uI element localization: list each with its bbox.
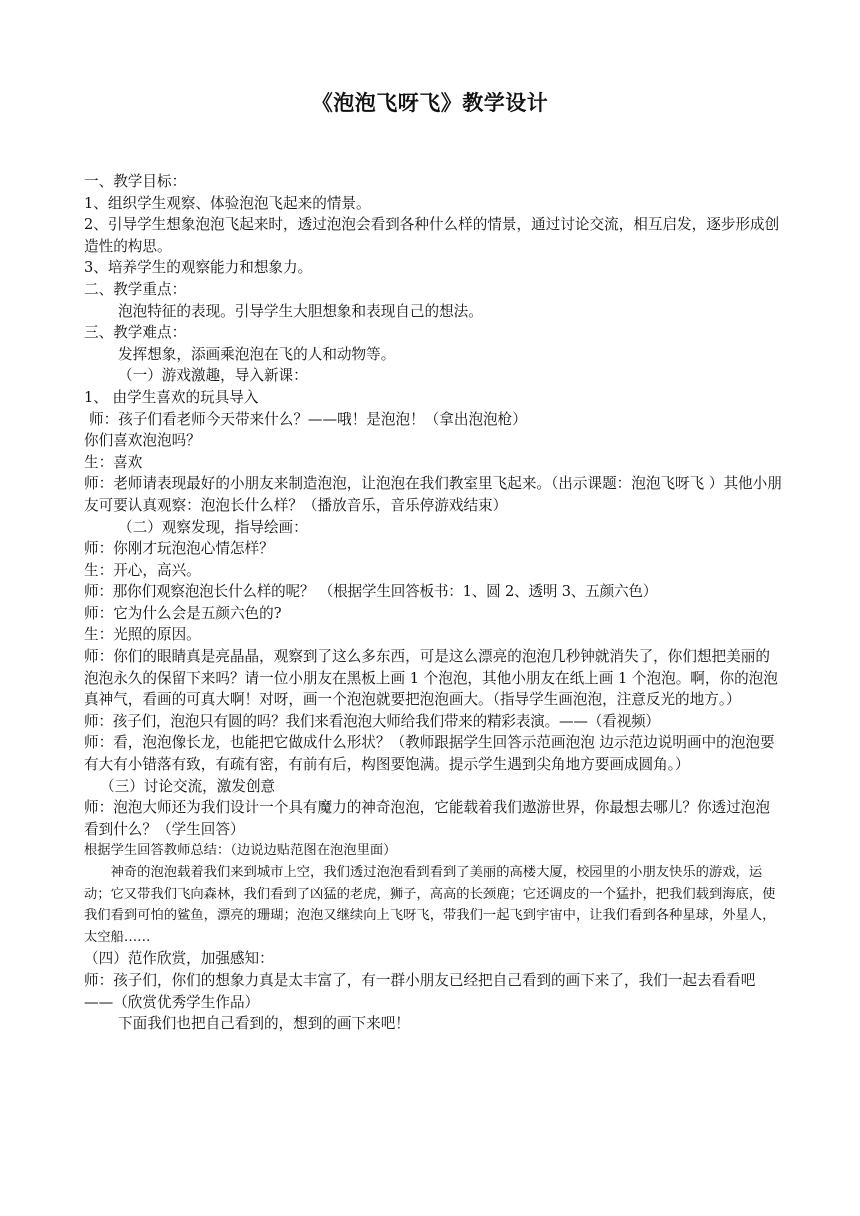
- document-body: [84, 171, 784, 1035]
- objective-1: 1、组织学生观察、体验泡泡飞起来的情景。: [84, 194, 371, 212]
- section-2-heading: （二）观察发现，指导绘画：: [118, 518, 308, 536]
- key-points-text: 泡泡特征的表现。引导学生大胆想象和表现自己的想法。: [118, 302, 483, 320]
- teacher-summary-intro: 根据学生回答教师总结：（边说边贴范图在泡泡里面）: [84, 843, 397, 859]
- heading-key-points: 二、教学重点：: [84, 280, 187, 298]
- heading-difficulties: 三、教学难点：: [84, 324, 187, 342]
- dialogue-line: 生：开心，高兴。: [84, 561, 201, 579]
- dialogue-line: 师：那你们观察泡泡长什么样的呢？ （根据学生回答板书：1、圆 2、透明 3、五颜六色）: [84, 583, 658, 601]
- document-title: 《泡泡飞呀飞》教学设计: [311, 90, 549, 115]
- dialogue-line: 生：喜欢: [84, 453, 143, 471]
- dialogue-line: 师：孩子们，泡泡只有圆的吗？我们来看泡泡大师给我们带来的精彩表演。——（看视频）: [84, 712, 660, 730]
- section-3-heading: （三）讨论交流，激发创意: [100, 777, 276, 795]
- dialogue-line: 师：孩子们看老师今天带来什么？——哦！是泡泡！（拿出泡泡枪）: [89, 410, 527, 428]
- dialogue-line: 生：光照的原因。: [84, 626, 201, 644]
- difficulties-text: 发挥想象，添画乘泡泡在飞的人和动物等。: [118, 345, 396, 363]
- dialogue-line: 师：它为什么会是五颜六色的?: [84, 604, 282, 622]
- dialogue-line: 师：孩子们，你们的想象力真是太丰富了，有一群小朋友已经把自己看到的画下来了，我们一起去看看吧——（欣赏优秀学生作品）: [84, 971, 756, 1011]
- dialogue-line: 师：老师请表现最好的小朋友来制造泡泡，让泡泡在我们教室里飞起来。（出示课题：泡泡飞呀飞 ）其他小朋友可要认真观察：泡泡长什么样？（播放音乐，音乐停游戏结束）: [84, 475, 782, 514]
- section-1-heading: （一）游戏激趣，导入新课：: [118, 367, 308, 385]
- objective-2: 2、引导学生想象泡泡飞起来时，透过泡泡会看到各种什么样的情景，通过讨论交流，相互启发，逐步形成创造性的构思。: [84, 216, 780, 255]
- dialogue-line: 你们喜欢泡泡吗？: [84, 432, 201, 450]
- heading-objectives: 一、教学目标：: [84, 173, 187, 190]
- teacher-summary-text: 神奇的泡泡载着我们来到城市上空，我们透过泡泡看到看到了美丽的高楼大厦，校园里的小朋友快乐的游戏，运动；它又带我们飞向森林，我们看到了凶猛的老虎，狮子，高高的长颈鹿；它还调皮的一个猛扑，把我们载到海底，使我们看到可怕的鲨鱼，漂亮的珊瑚；泡泡又继续向上飞呀飞，带我们一起飞到宇宙中，让我们看到各种星球，外星人，太空船……: [84, 865, 776, 945]
- dialogue-line: 师：你刚才玩泡泡心情怎样？: [84, 540, 274, 558]
- objective-3: 3、培养学生的观察能力和想象力。: [84, 259, 313, 277]
- section-4-heading: （四）范作欣赏，加强感知：: [84, 950, 274, 968]
- dialogue-line: 师：看，泡泡像长龙，也能把它做成什么形状？（教师跟据学生回答示范画泡泡 边示范边说明画中的泡泡要有大有小错落有致，有疏有密，有前有后，构图要饱满。提示学生遇到尖角地方要画成圆角。）: [84, 734, 775, 774]
- dialogue-line: 师：泡泡大师还为我们设计一个具有魔力的神奇泡泡，它能载着我们遨游世界，你最想去哪儿？你透过泡泡看到什么？（学生回答）: [84, 799, 770, 838]
- dialogue-line: 师：你们的眼睛真是亮晶晶，观察到了这么多东西，可是这么漂亮的泡泡几秒钟就消失了，你们想把美丽的泡泡永久的保留下来吗？请一位小朋友在黑板上画 1 个泡泡，其他小朋友在纸上画 1 个泡泡。啊，你的泡泡真神气，看画的可真大啊！对呀，画一个泡泡就要把泡泡画大。（指导学生画泡泡，注意反光的地方。）: [84, 648, 778, 709]
- section-1-item-1: 1、 由学生喜欢的玩具导入: [84, 388, 259, 406]
- closing-line: 下面我们也把自己看到的，想到的画下来吧！: [118, 1015, 410, 1033]
